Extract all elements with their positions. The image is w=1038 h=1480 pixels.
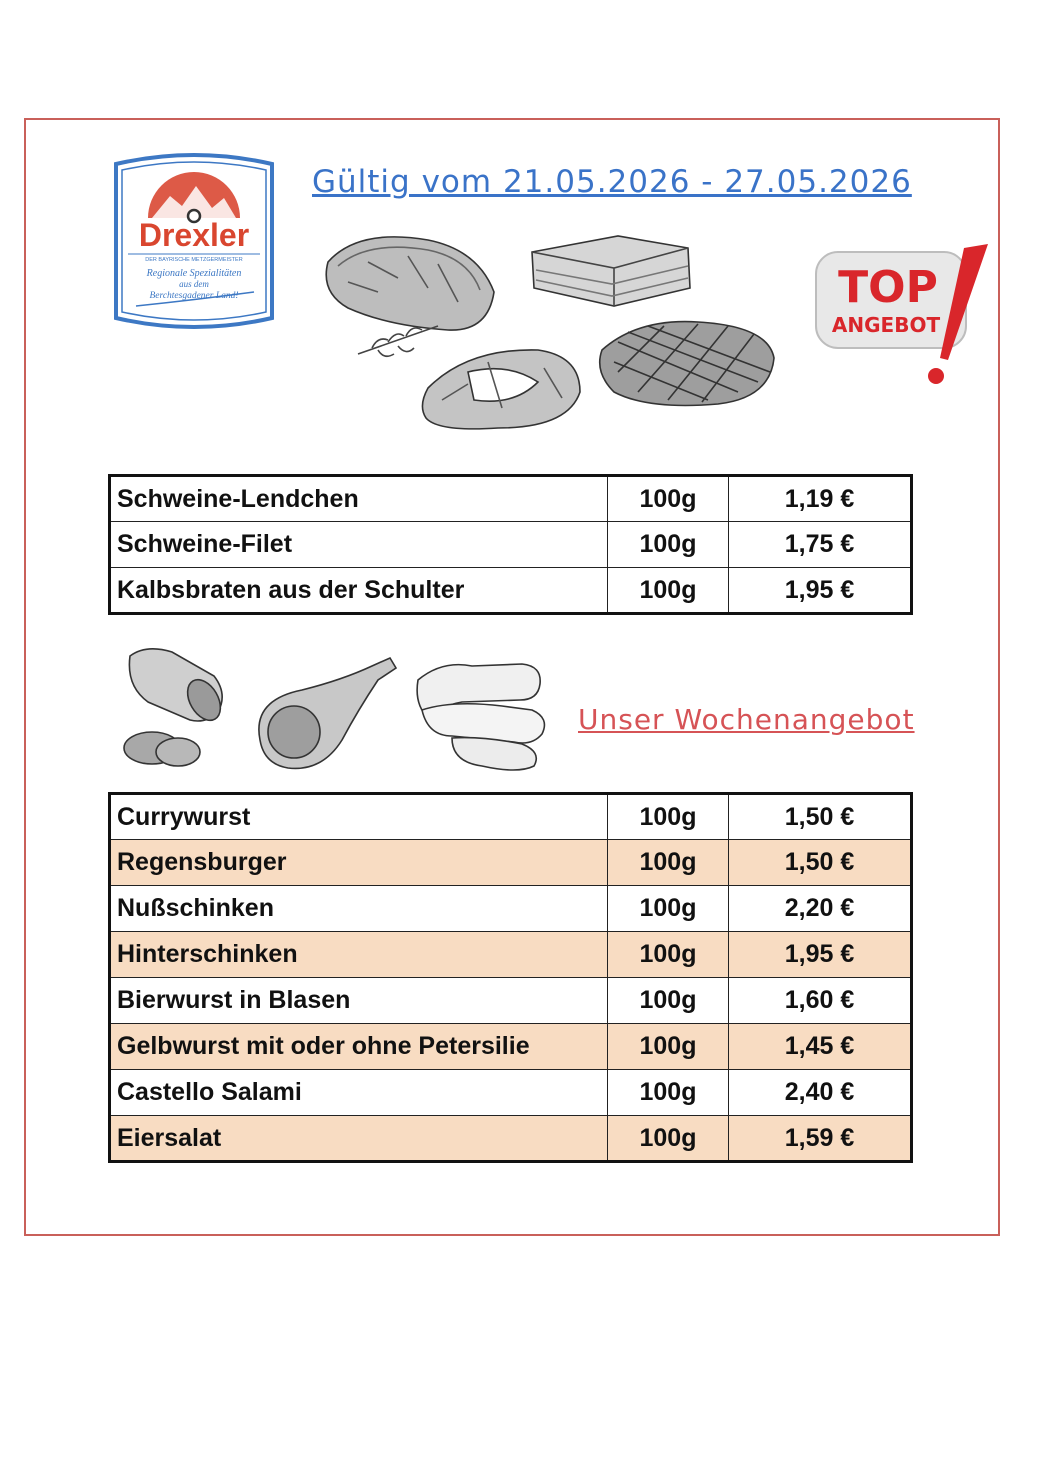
item-price: 1,59 € bbox=[729, 1116, 912, 1162]
meat-illustration bbox=[318, 222, 788, 444]
item-weight: 100g bbox=[608, 1024, 729, 1070]
weekly-offers-table bbox=[108, 792, 913, 1163]
item-name: Regensburger bbox=[110, 840, 608, 886]
item-weight: 100g bbox=[608, 794, 729, 840]
table-row bbox=[110, 978, 912, 1024]
item-weight: 100g bbox=[608, 840, 729, 886]
drexler-logo-image bbox=[108, 150, 280, 332]
top-angebot-badge bbox=[812, 242, 992, 392]
logo-tagline: DER BAYRISCHE METZGERMEISTER bbox=[145, 257, 243, 263]
table-row bbox=[110, 1024, 912, 1070]
item-name: Eiersalat bbox=[110, 1116, 608, 1162]
table-row bbox=[110, 932, 912, 978]
table-row bbox=[110, 568, 912, 614]
item-name: Currywurst bbox=[110, 794, 608, 840]
table-row bbox=[110, 522, 912, 568]
sausage-illustration bbox=[122, 640, 562, 778]
table-row bbox=[110, 840, 912, 886]
logo-slogan-line3: Berchtesgadener Land! bbox=[149, 291, 239, 301]
item-price: 1,60 € bbox=[729, 978, 912, 1024]
logo-slogan-line2: aus dem bbox=[179, 279, 209, 289]
item-weight: 100g bbox=[608, 568, 729, 614]
badge-top-text: TOP bbox=[838, 262, 938, 313]
item-weight: 100g bbox=[608, 1116, 729, 1162]
item-name: Castello Salami bbox=[110, 1070, 608, 1116]
item-price: 1,50 € bbox=[729, 840, 912, 886]
item-weight: 100g bbox=[608, 522, 729, 568]
sausage-sketch-image bbox=[122, 640, 562, 778]
item-weight: 100g bbox=[608, 886, 729, 932]
table-row bbox=[110, 794, 912, 840]
table-row bbox=[110, 476, 912, 522]
item-weight: 100g bbox=[608, 476, 729, 522]
item-price: 1,19 € bbox=[729, 476, 912, 522]
table-row bbox=[110, 1116, 912, 1162]
item-name: Gelbwurst mit oder ohne Petersilie bbox=[110, 1024, 608, 1070]
table-row bbox=[110, 886, 912, 932]
item-name: Hinterschinken bbox=[110, 932, 608, 978]
item-price: 1,45 € bbox=[729, 1024, 912, 1070]
meat-sketch-image bbox=[318, 222, 788, 444]
badge-angebot-text: ANGEBOT bbox=[831, 313, 941, 337]
item-price: 1,75 € bbox=[729, 522, 912, 568]
item-name: Kalbsbraten aus der Schulter bbox=[110, 568, 608, 614]
table-row bbox=[110, 1070, 912, 1116]
logo-slogan-line1: Regionale Spezialitäten bbox=[146, 268, 242, 279]
item-weight: 100g bbox=[608, 978, 729, 1024]
validity-period: Gültig vom 21.05.2026 - 27.05.2026 bbox=[312, 164, 912, 200]
item-price: 2,40 € bbox=[729, 1070, 912, 1116]
drexler-logo bbox=[108, 150, 280, 332]
item-price: 1,95 € bbox=[729, 568, 912, 614]
logo-brand-text: Drexler bbox=[138, 217, 250, 253]
item-price: 1,95 € bbox=[729, 932, 912, 978]
weekly-offer-heading: Unser Wochenangebot bbox=[578, 703, 915, 736]
item-name: Bierwurst in Blasen bbox=[110, 978, 608, 1024]
item-weight: 100g bbox=[608, 1070, 729, 1116]
top-offers-table bbox=[108, 474, 913, 615]
top-angebot-badge-image bbox=[812, 242, 992, 392]
item-price: 2,20 € bbox=[729, 886, 912, 932]
item-price: 1,50 € bbox=[729, 794, 912, 840]
item-name: Schweine-Filet bbox=[110, 522, 608, 568]
item-name: Schweine-Lendchen bbox=[110, 476, 608, 522]
item-name: Nußschinken bbox=[110, 886, 608, 932]
item-weight: 100g bbox=[608, 932, 729, 978]
